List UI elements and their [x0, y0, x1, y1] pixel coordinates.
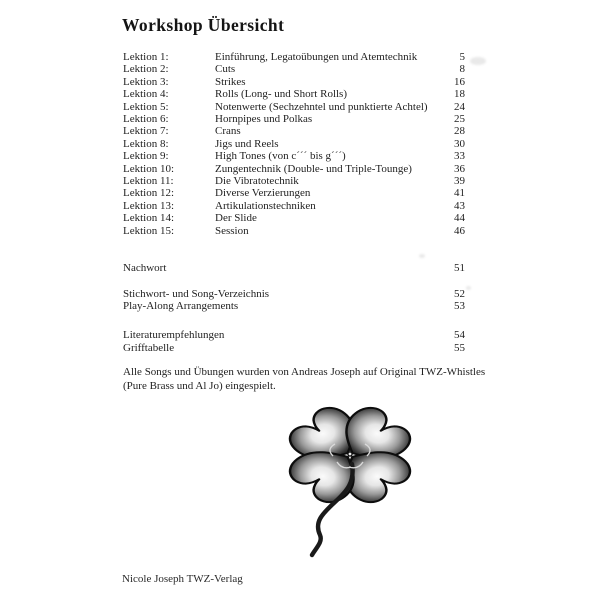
lesson-page: 33 [454, 150, 465, 163]
toc-row [123, 63, 465, 75]
section-page: 54 [454, 329, 465, 342]
table-of-contents [123, 51, 465, 354]
toc-row [123, 163, 465, 175]
toc-row-backmatter [123, 288, 465, 300]
lesson-title: Hornpipes und Polkas [215, 113, 313, 126]
section-title: Literaturempfehlungen [123, 329, 225, 342]
scan-artifact [419, 254, 425, 258]
lesson-label: Lektion 8: [123, 137, 169, 150]
toc-row-backmatter [123, 300, 465, 312]
lesson-label: Lektion 3: [123, 75, 169, 88]
toc-row-backmatter [123, 342, 465, 354]
lesson-label: Lektion 2: [123, 63, 169, 76]
toc-row [123, 51, 465, 63]
publisher-footer: Nicole Joseph TWZ-Verlag [122, 573, 243, 585]
toc-row [123, 225, 465, 237]
section-page: 52 [454, 287, 465, 300]
lesson-page: 39 [454, 175, 465, 188]
toc-row [123, 200, 465, 212]
toc-row [123, 101, 465, 113]
lesson-page: 24 [454, 100, 465, 113]
lesson-title: Einführung, Legatoübungen und Atemtechnik [215, 51, 418, 63]
lesson-label: Lektion 11: [123, 175, 174, 188]
lesson-page: 16 [454, 75, 465, 88]
lesson-title: Artikulationstechniken [215, 199, 316, 212]
section-title: Grifftabelle [123, 341, 175, 354]
lesson-label: Lektion 4: [123, 88, 169, 101]
section-page: 53 [454, 299, 465, 312]
lesson-title: High Tones (von c´´´ bis g´´´) [215, 150, 346, 163]
lesson-label: Lektion 1: [123, 51, 169, 63]
lesson-title: Die Vibratotechnik [215, 175, 299, 188]
lesson-page: 36 [454, 162, 465, 175]
lesson-page: 30 [454, 137, 465, 150]
lesson-page: 41 [454, 187, 465, 200]
lesson-title: Session [215, 224, 249, 237]
lesson-page: 5 [459, 51, 465, 63]
lesson-label: Lektion 9: [123, 150, 169, 163]
scan-artifact [470, 57, 486, 65]
recording-note-line1: Alle Songs und Übungen wurden von Andreas Joseph auf Original TWZ-Whistles [123, 366, 486, 378]
lesson-label: Lektion 5: [123, 100, 169, 113]
lesson-title: Crans [215, 125, 241, 138]
lesson-title: Jigs und Reels [215, 137, 279, 150]
toc-row-backmatter [123, 262, 465, 274]
scan-artifact [466, 286, 471, 290]
toc-row [123, 113, 465, 125]
section-page: 51 [454, 262, 465, 275]
toc-row [123, 175, 465, 187]
lesson-title: Zungentechnik (Double- und Triple-Tounge) [215, 162, 412, 175]
lesson-label: Lektion 15: [123, 224, 175, 237]
recording-note-line2: (Pure Brass und Al Jo) eingespielt. [123, 380, 276, 392]
toc-row [123, 76, 465, 88]
lesson-page: 28 [454, 125, 465, 138]
lesson-label: Lektion 12: [123, 187, 175, 200]
toc-row [123, 150, 465, 162]
section-title: Nachwort [123, 262, 167, 275]
lesson-label: Lektion 10: [123, 162, 175, 175]
lesson-title: Der Slide [215, 212, 257, 225]
page-title: Workshop Übersicht [122, 15, 285, 35]
lesson-page: 46 [454, 224, 465, 237]
toc-row [123, 187, 465, 199]
lesson-title: Rolls (Long- und Short Rolls) [215, 88, 348, 101]
toc-row [123, 138, 465, 150]
lesson-label: Lektion 13: [123, 199, 175, 212]
lesson-title: Diverse Verzierungen [215, 187, 311, 200]
lesson-title: Strikes [215, 75, 246, 88]
toc-row [123, 125, 465, 137]
lesson-label: Lektion 7: [123, 125, 169, 138]
section-page: 55 [454, 341, 465, 354]
section-title: Play-Along Arrangements [123, 299, 239, 312]
lesson-page: 18 [454, 88, 465, 101]
section-title: Stichwort- und Song-Verzeichnis [123, 287, 270, 300]
lesson-label: Lektion 6: [123, 113, 169, 126]
lesson-page: 44 [454, 212, 465, 225]
recording-note [123, 365, 553, 393]
lesson-page: 43 [454, 199, 465, 212]
four-leaf-clover-image [274, 398, 426, 570]
lesson-title: Cuts [215, 63, 236, 76]
toc-row-backmatter [123, 329, 465, 341]
lesson-page: 25 [454, 113, 465, 126]
toc-row [123, 88, 465, 100]
lesson-page: 8 [459, 63, 465, 76]
lesson-label: Lektion 14: [123, 212, 175, 225]
toc-row [123, 212, 465, 224]
lesson-title: Notenwerte (Sechzehntel und punktierte Achtel) [215, 100, 428, 113]
clover-center-dot [348, 452, 352, 456]
